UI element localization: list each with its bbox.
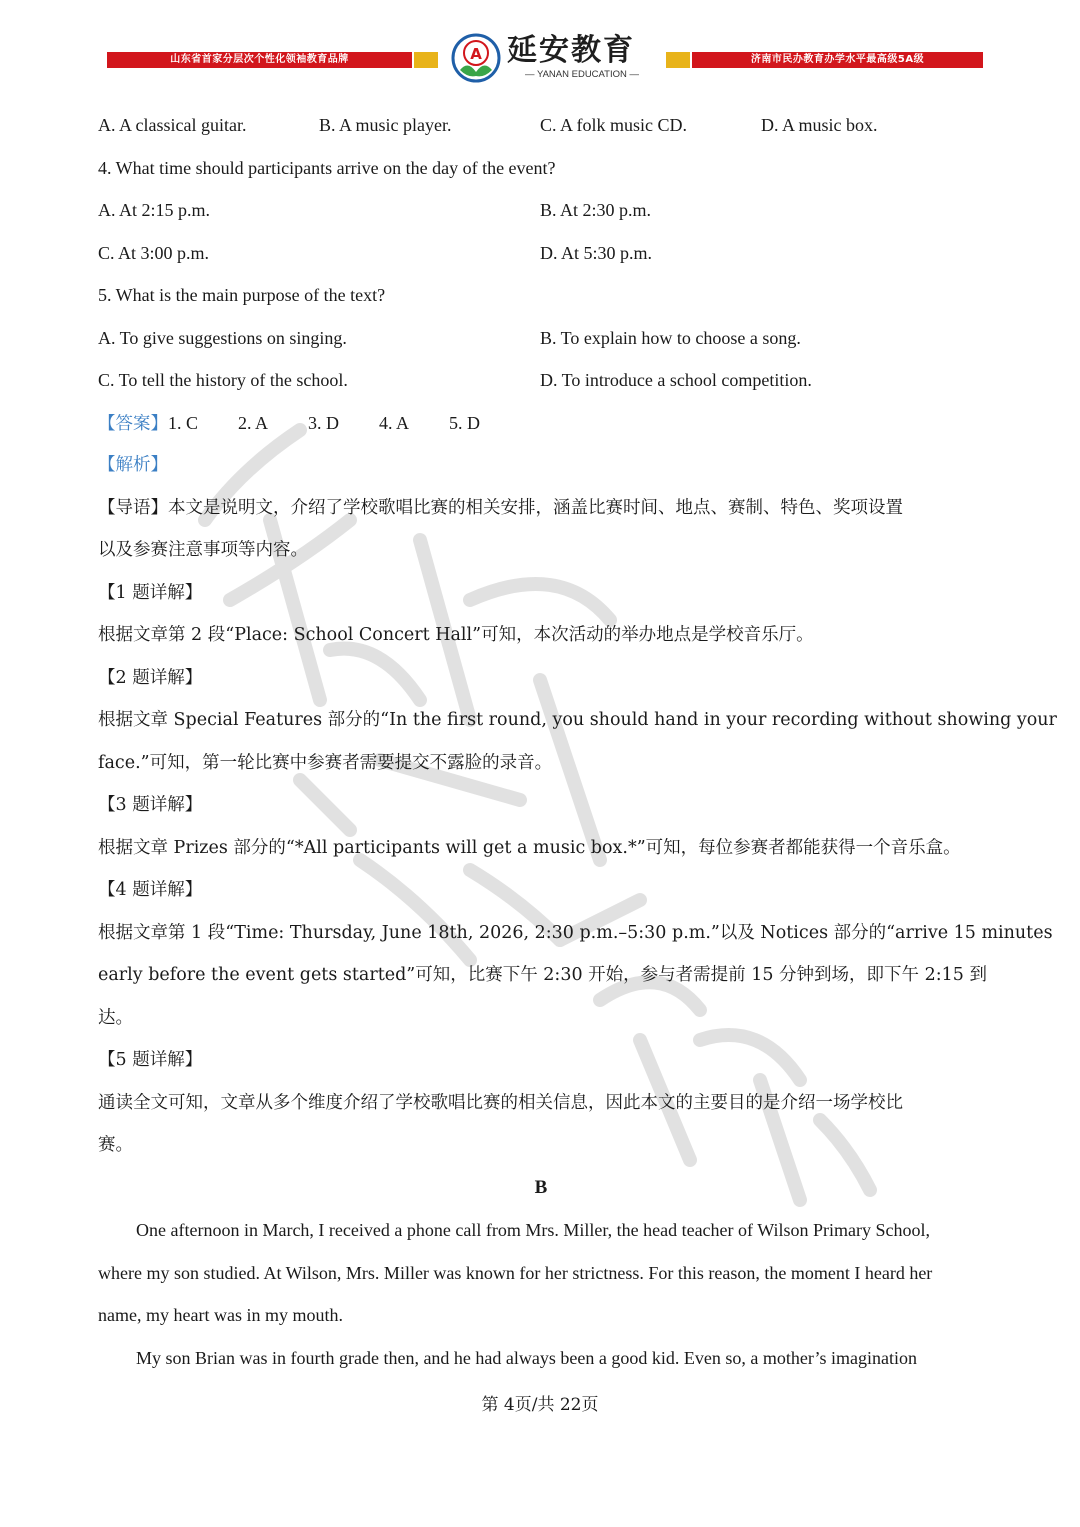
intro-line-1: 【导语】本文是说明文，介绍了学校歌唱比赛的相关安排，涵盖比赛时间、地点、赛制、特色、奖项设置 (98, 497, 903, 518)
q5-options-row-2 (98, 359, 984, 402)
left-accent-block (414, 52, 438, 68)
q5-options-row-1 (98, 317, 984, 360)
q3-option-c: C. A folk music CD. (540, 115, 688, 135)
left-slogan-bar: 山东省首家分层次个性化领袖教育品牌 (107, 52, 412, 68)
detail2-line-1: 根据文章 Special Features 部分的“In the first round, you should hand in your recording without showing your (98, 710, 1057, 730)
q4-option-b: B. At 2:30 p.m. (540, 200, 652, 220)
brand-block (507, 34, 657, 81)
answer-item-2: 2. A (238, 412, 269, 433)
q5-option-d: D. To introduce a school competition. (540, 370, 812, 390)
q4-options-row-1 (98, 189, 984, 232)
yanan-logo-icon (450, 32, 502, 84)
q3-option-a: A. A classical guitar. (98, 115, 247, 135)
detail5-line-2: 赛。 (98, 1135, 133, 1155)
logo-letter: A (470, 45, 482, 63)
detail5-title: 【5 题详解】 (98, 1050, 203, 1070)
q5-option-c: C. To tell the history of the school. (98, 370, 348, 390)
detail4-line-1: 根据文章第 1 段“Time: Thursday, June 18th, 2026, 2:30 p.m.–5:30 p.m.”以及 Notices 部分的“arrive 15 minutes (98, 922, 1053, 943)
intro-line-2: 以及参赛注意事项等内容。 (98, 540, 308, 560)
detail1-line-1: 根据文章第 2 段“Place: School Concert Hall”可知，本次活动的举办地点是学校音乐厅。 (98, 625, 814, 645)
detail5-line-1: 通读全文可知，文章从多个维度介绍了学校歌唱比赛的相关信息，因此本文的主要目的是介绍一场学校比 (98, 1092, 903, 1113)
passage-b-para1-line-3: name, my heart was in my mouth. (98, 1305, 343, 1325)
answer-row (98, 402, 984, 445)
page-content (98, 104, 1057, 1379)
detail2-line-2: face.”可知，第一轮比赛中参赛者需要提交不露脸的录音。 (98, 752, 553, 773)
passage-b-para1-line-1: One afternoon in March, I received a phone call from Mrs. Miller, the head teacher of Wilson Primary School, (136, 1220, 930, 1240)
passage-b-para1-line-2: where my son studied. At Wilson, Mrs. Miller was known for her strictness. For this reason, the moment I heard her (98, 1262, 933, 1283)
q5-stem: 5. What is the main purpose of the text? (98, 285, 386, 305)
brand-name-cn: 延安教育 (507, 33, 635, 68)
q4-option-a: A. At 2:15 p.m. (98, 200, 211, 220)
q5-option-a: A. To give suggestions on singing. (98, 327, 347, 348)
answer-item-1: 1. C (168, 412, 199, 433)
detail2-title: 【2 题详解】 (98, 667, 203, 688)
right-accent-block (666, 52, 690, 68)
q4-options-row-2 (98, 232, 984, 275)
q4-option-d: D. At 5:30 p.m. (540, 242, 653, 263)
answer-item-4: 4. A (379, 412, 410, 433)
page-number: 第 4页/共 22页 (481, 1395, 599, 1415)
answer-label: 【答案】 (98, 413, 168, 434)
q3-option-d: D. A music box. (761, 115, 878, 135)
answer-item-5: 5. D (449, 412, 481, 433)
q3-option-b: B. A music player. (319, 115, 452, 135)
detail3-title: 【3 题详解】 (98, 795, 203, 815)
detail3-line-1: 根据文章 Prizes 部分的“*All participants will get a music box.*”可知，每位参赛者都能获得一个音乐盒。 (98, 837, 961, 858)
q5-option-b: B. To explain how to choose a song. (540, 327, 801, 348)
q4-option-c: C. At 3:00 p.m. (98, 242, 210, 263)
brand-name-en: — YANAN EDUCATION — (524, 69, 639, 80)
detail4-line-3: 达。 (98, 1007, 133, 1028)
page-header (0, 0, 1080, 100)
detail4-title: 【4 题详解】 (98, 880, 203, 900)
detail1-title: 【1 题详解】 (98, 582, 203, 603)
right-slogan-bar: 济南市民办教育办学水平最高级5A级 (692, 52, 983, 68)
q3-options-row (98, 104, 984, 147)
q4-stem: 4. What time should participants arrive on the day of the event? (98, 157, 556, 178)
detail4-line-2: early before the event gets started”可知，比赛下午 2:30 开始，参与者需提前 15 分钟到场，即下午 2:15 到 (98, 965, 987, 985)
passage-b-para2-line-1: My son Brian was in fourth grade then, and he had always been a good kid. Even so, a mother’s imagination (136, 1347, 917, 1368)
analysis-label: 【解析】 (98, 455, 168, 475)
answer-item-3: 3. D (308, 412, 340, 433)
section-b-title: B (534, 1176, 548, 1198)
